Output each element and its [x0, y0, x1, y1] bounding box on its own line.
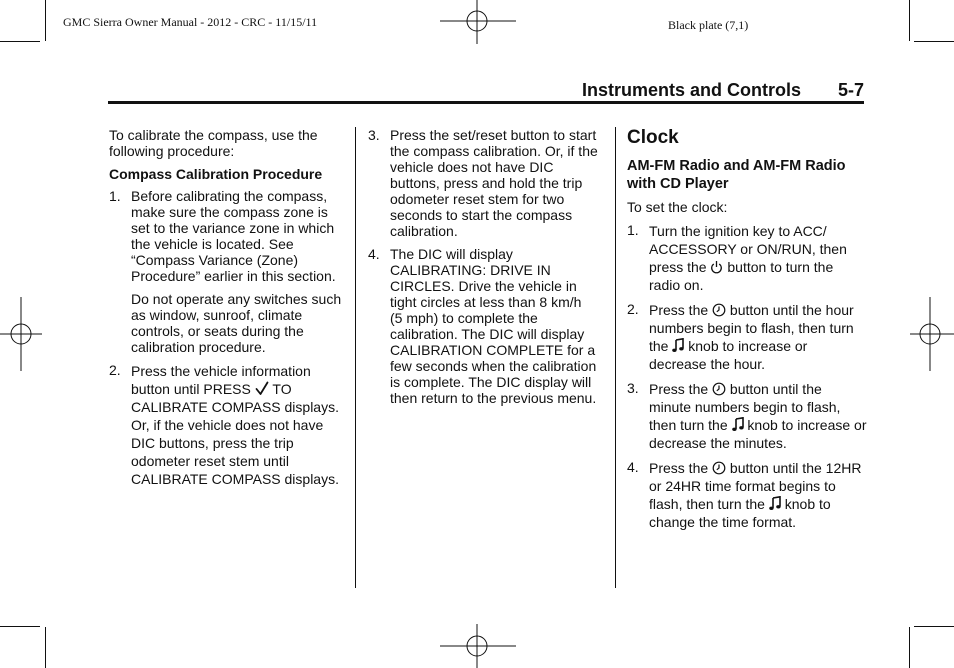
section-title: Instruments and Controls	[582, 80, 802, 100]
step-text-part: button until the minute numbers begin to flash, then turn the	[649, 381, 841, 433]
list-item	[109, 362, 349, 488]
title-rule	[108, 101, 864, 104]
step-number: 1.	[627, 222, 639, 238]
clock-intro: To set the clock:	[627, 199, 728, 215]
registration-mark-top	[440, 0, 516, 44]
list-item	[627, 222, 867, 294]
column-divider-1	[355, 127, 356, 588]
step-text-part: button until the hour numbers begin to flash, then turn the	[649, 302, 854, 354]
step-text	[131, 362, 349, 488]
step-text-part: knob to increase or decrease the hour.	[649, 338, 808, 372]
step-number: 1.	[109, 188, 121, 204]
power-icon	[710, 260, 723, 274]
step-number: 2.	[627, 301, 639, 317]
music-note-icon	[732, 417, 744, 432]
step-text: The DIC will display CALIBRATING: DRIVE IN CIRCLES. Drive the vehicle in tight circles at less than 8 km/h (5 mph) to complete the calibration. The DIC will display CALIBRATION COMPLETE for a few seconds when the calibration is complete. The DIC display will then return to the previous menu.	[390, 246, 597, 406]
page-number: 5-7	[838, 80, 865, 100]
step-text-part: knob to change the time format.	[649, 496, 831, 530]
step-text-part: button to turn the radio on.	[649, 259, 834, 293]
step-note: Do not operate any switches such as window, sunroof, climate controls, or seats during the calibration procedure.	[131, 291, 342, 355]
step-number: 2.	[109, 362, 121, 378]
list-item	[627, 380, 867, 452]
step-text-part: Press the vehicle information button until PRESS	[131, 363, 311, 397]
header-doc-info: GMC Sierra Owner Manual - 2012 - CRC - 11/15/11	[63, 15, 318, 29]
step-number: 3.	[627, 380, 639, 396]
step-text-part: Turn the ignition key to ACC/ ACCESSORY or ON/RUN, then press the	[649, 223, 847, 275]
step-number: 4.	[627, 459, 639, 475]
step-text-part: Press the	[649, 460, 709, 476]
step-text: Press the set/reset button to start the compass calibration. Or, if the vehicle does not have DIC buttons, press and hold the trip odometer reset stem for two seconds to start the compass calibration.	[390, 127, 598, 239]
registration-mark-right	[910, 297, 954, 371]
step-text-part: Press the	[649, 302, 709, 318]
step-text	[649, 222, 867, 294]
clock-icon	[712, 382, 726, 396]
list-item	[368, 246, 603, 406]
list-item	[627, 301, 867, 373]
registration-mark-left	[0, 297, 42, 371]
column-divider-2	[615, 127, 616, 588]
calibration-heading: Compass Calibration Procedure	[109, 166, 323, 182]
list-item	[109, 188, 349, 355]
column-1	[109, 127, 349, 495]
step-text-part: button until the 12HR or 24HR time format begins to flash, then turn the	[649, 460, 862, 512]
clock-icon	[712, 303, 726, 317]
list-item	[368, 127, 603, 239]
checkmark-icon	[255, 381, 269, 396]
music-note-icon	[672, 338, 684, 353]
step-number: 4.	[368, 246, 380, 262]
column-2	[368, 127, 603, 413]
step-text-part: TO CALIBRATE COMPASS displays. Or, if the vehicle does not have DIC buttons, press the trip odometer reset stem until CALIBRATE COMPASS displays.	[131, 381, 339, 487]
list-item	[627, 459, 867, 531]
clock-icon	[712, 461, 726, 475]
column-3	[627, 127, 867, 538]
radio-subheading: AM-FM Radio and AM-FM Radio with CD Player	[627, 158, 846, 192]
music-note-icon	[769, 496, 781, 511]
step-text	[649, 380, 867, 452]
step-number: 3.	[368, 127, 380, 143]
step-text-part: Press the	[649, 381, 709, 397]
calibration-intro: To calibrate the compass, use the following procedure:	[109, 127, 318, 159]
step-text-part: knob to increase or decrease the minutes.	[649, 417, 867, 451]
clock-heading: Clock	[627, 127, 679, 148]
header-plate: Black plate (7,1)	[668, 18, 749, 32]
step-text	[649, 301, 867, 373]
step-text: Before calibrating the compass, make sure the compass zone is set to the variance zone in which the vehicle is located. See “Compass Variance (Zone) Procedure” earlier in this section.	[131, 188, 336, 284]
registration-mark-bottom	[440, 624, 516, 668]
step-text	[649, 459, 867, 531]
